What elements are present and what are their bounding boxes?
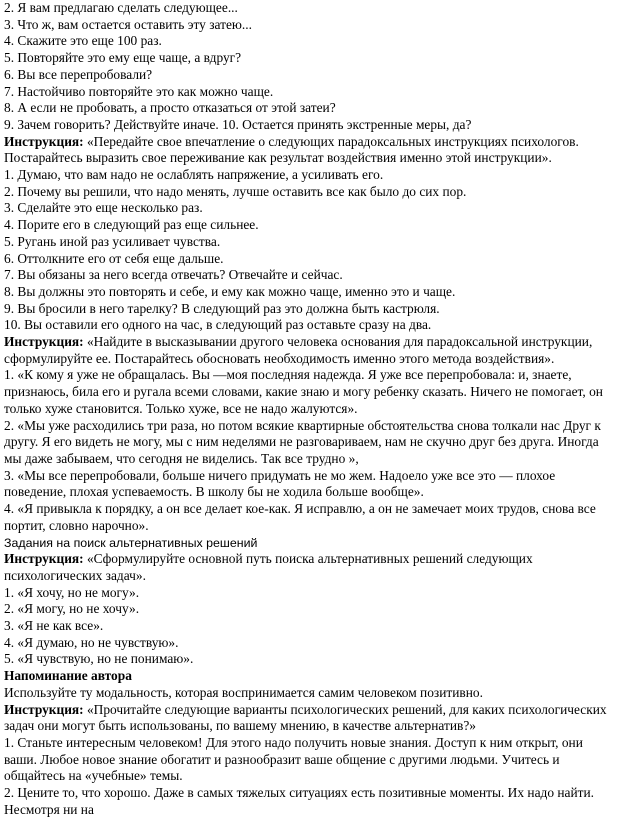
list-item: 4. Скажите это еще 100 раз. [4, 33, 162, 49]
list-item: 2. Я вам предлагаю сделать следующее... [4, 0, 238, 15]
author-note-heading: Напоминание автора [4, 668, 132, 684]
instruction-paragraph [4, 702, 608, 735]
list-item: 3. Сделайте это еще несколько раз. [4, 200, 203, 216]
list-item: 4. «Я привыкла к порядку, а он все делает кое-как. Я исправлю, а он не замечает моих трудов, снова все портит, словно нарочно». [4, 501, 596, 533]
list-item: 4. Порите его в следующий раз еще сильнее. [4, 217, 259, 233]
list-item: 6. Оттолкните его от себя еще дальше. [4, 250, 224, 266]
list-item: 6. Вы все перепробовали? [4, 66, 153, 82]
list-item: 2. Цените то, что хорошо. Даже в самых тяжелых ситуациях есть позитивные моменты. Их надо найти. Несмотря ни на [4, 785, 595, 817]
list-item: 2. «Мы уже расходились три раза, но потом всякие квартирные обстоятельства снова толкали нас Друг к другу. Я его видеть не могу, мы с ним неделями не разговариваем, нам не скучно друг без друга. Иногда мы даже забываем, что сегодня не виделись. Так все трудно », [4, 417, 601, 466]
section-heading: Задания на поиск альтернативных решений [4, 535, 258, 550]
instruction-text: «Прочитайте следующие варианты психологических решений, для каких психологических задач они могут быть использованы, по вашему мнению, в качестве альтернатив?» [4, 701, 607, 734]
list-item: 4. «Я думаю, но не чувствую». [4, 634, 179, 650]
instruction-2-list [4, 367, 608, 534]
instruction-3-list [4, 585, 608, 669]
list-item: 3. Что ж, вам остается оставить эту затею... [4, 16, 252, 32]
instruction-label: Инструкция: [4, 701, 84, 717]
list-item: 1. Станьте интересным человеком! Для этого надо получить новые знания. Доступ к ним открыт, они ваши. Любое новое знание обогатит и разнообразит ваше общение с другими людьми. Учитесь и общайтесь на «учебные» темы. [4, 734, 583, 784]
instruction-text: «Найдите в высказывании другого человека основания для парадоксальной инструкции, сформулируйте ее. Постарайтесь обосновать необходимость именно этого метода воздействия». [4, 334, 593, 366]
list-item: 5. Ругань иной раз усиливает чувства. [4, 233, 221, 249]
list-item: 9. Зачем говорить? Действуйте иначе. 10. Остается принять экстренные меры, да? [4, 116, 472, 132]
list-item: 1. Думаю, что вам надо не ослаблять напряжение, а усиливать его. [4, 167, 384, 183]
list-item: 9. Вы бросили в него тарелку? В следующий раз это должна быть кастрюля. [4, 300, 440, 316]
instruction-paragraph [4, 134, 608, 167]
instruction-paragraph [4, 334, 608, 367]
list-item: 2. «Я могу, но не хочу». [4, 601, 140, 617]
instruction-label: Инструкция: [4, 133, 84, 149]
top-list [4, 0, 608, 134]
author-note-text: Используйте ту модальность, которая воспринимается самим человеком позитивно. [4, 684, 483, 700]
instruction-paragraph [4, 551, 608, 584]
list-item: 7. Вы обязаны за него всегда отвечать? Отвечайте и сейчас. [4, 267, 343, 283]
list-item: 7. Настойчиво повторяйте это как можно чаще. [4, 83, 274, 99]
list-item: 10. Вы оставили его одного на час, в следующий раз оставьте сразу на два. [4, 317, 432, 333]
instruction-text: «Передайте свое впечатление о следующих парадоксальных инструкциях психологов. Постарайтесь выразить свое переживание как результат воздействия именно этой инструкции». [4, 133, 579, 166]
list-item: 8. Вы должны это повторять и себе, и ему как можно чаще, именно это и чаще. [4, 283, 456, 299]
list-item: 5. Повторяйте это ему еще чаще, а вдруг? [4, 50, 242, 66]
instruction-label: Инструкция: [4, 551, 84, 567]
list-item: 5. «Я чувствую, но не понимаю». [4, 651, 194, 667]
list-item: 3. «Мы все перепробовали, больше ничего придумать не мо жем. Надоело уже все это — плохое поведение, плохая успеваемость. В школу бы не ходила больше вообще». [4, 467, 556, 500]
list-item: 1. «Я хочу, но не могу». [4, 584, 140, 600]
list-item: 3. «Я не как все». [4, 618, 104, 634]
list-item: 1. «К кому я уже не обращалась. Вы —моя последняя надежда. Я уже все перепробовала: и, знаете, признаюсь, била его и ругала всеми словами, какие знаю и могу ребенку сказать. Ничего не помогает, он только хуже становится. Только хуже, все не надо жалуются». [4, 367, 603, 416]
instruction-4-list [4, 735, 608, 818]
instruction-label: Инструкция: [4, 334, 84, 350]
instruction-1-list [4, 167, 608, 334]
instruction-text: «Сформулируйте основной путь поиска альтернативных решений следующих психологических задач». [4, 551, 533, 583]
list-item: 2. Почему вы решили, что надо менять, лучше оставить все как было до сих пор. [4, 183, 467, 199]
list-item: 8. А если не пробовать, а просто отказаться от этой затеи? [4, 100, 336, 116]
